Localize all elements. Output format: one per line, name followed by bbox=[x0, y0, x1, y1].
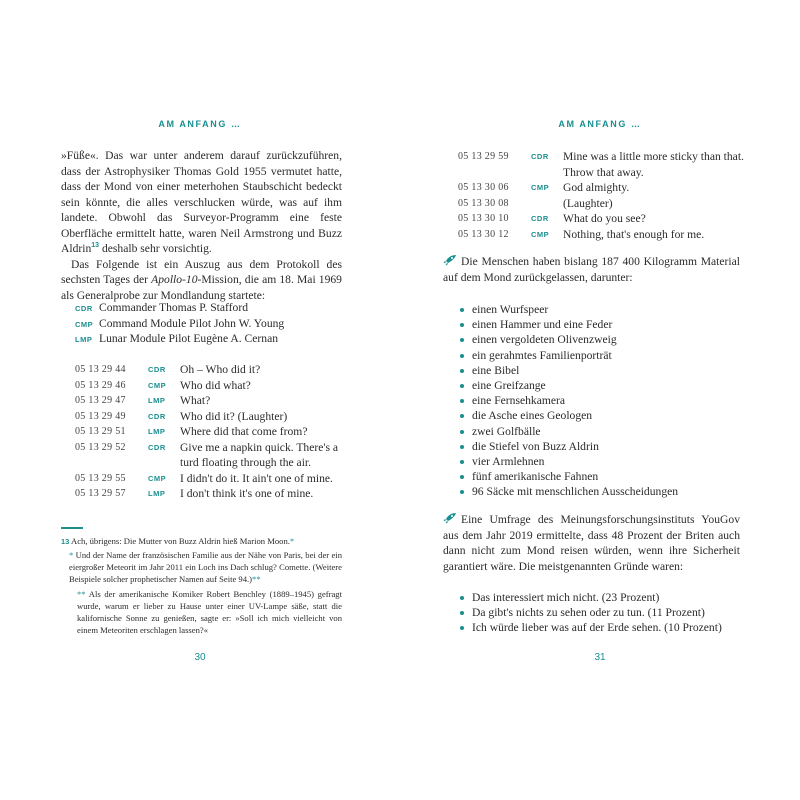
list-item: eine Fernsehkamera bbox=[458, 393, 748, 408]
utterance: I don't think it's one of mine. bbox=[180, 487, 314, 500]
crew-row bbox=[75, 316, 345, 332]
utterance: (Laughter) bbox=[563, 196, 613, 210]
role-tag: CMP bbox=[75, 319, 94, 329]
timestamp: 05 13 29 46 bbox=[75, 379, 126, 391]
speaker-tag: LMP bbox=[148, 396, 166, 405]
footnote-text: Und der Name der französischen Familie aus der Nähe von Paris, bei der ein eiergroßer Meteorit im Jahr 2011 ein Loch ins Dach schlug? Comette. (Weitere Beispiele solcher prophetischer Namen auf Seite 94.) bbox=[69, 550, 342, 584]
utterance: I didn't do it. It ain't one of mine. bbox=[180, 471, 333, 485]
timestamp: 05 13 30 08 bbox=[458, 197, 509, 209]
utterance: Who did what? bbox=[180, 378, 251, 392]
fact-paragraph bbox=[443, 512, 740, 574]
transcript-row bbox=[458, 227, 748, 243]
timestamp: 05 13 30 06 bbox=[458, 182, 509, 193]
paragraph bbox=[61, 148, 342, 257]
timestamp: 05 13 29 44 bbox=[75, 364, 126, 375]
speaker-tag: CDR bbox=[531, 152, 549, 161]
right-page bbox=[400, 0, 800, 800]
transcript bbox=[75, 362, 345, 502]
crew-name: Commander Thomas P. Stafford bbox=[99, 301, 248, 314]
footnote bbox=[61, 549, 342, 585]
fact-paragraph bbox=[443, 254, 740, 285]
footnote-ref[interactable]: * bbox=[289, 536, 295, 546]
transcript bbox=[458, 149, 748, 242]
items-list bbox=[458, 302, 748, 500]
timestamp: 05 13 29 57 bbox=[75, 488, 126, 499]
list-item: zwei Golfbälle bbox=[458, 424, 748, 439]
footnote bbox=[61, 535, 342, 548]
speaker-tag bbox=[531, 196, 563, 212]
list-item: 96 Säcke mit menschlichen Ausscheidungen bbox=[458, 484, 748, 499]
transcript-row bbox=[458, 196, 748, 212]
footnote-marker: * bbox=[69, 550, 74, 560]
list-item: ein gerahmtes Familienporträt bbox=[458, 348, 748, 363]
list-item: fünf amerikanische Fahnen bbox=[458, 469, 748, 484]
paragraph-text: »Füße«. Das war unter anderem darauf zurückzuführen, dass der Astrophysiker Thomas Gold 1955 vermutet hatte, dass der Mond von einer meterhohen Staubschicht bedeckt sein könnte, die alles verschlucken würde, was auf ihm landete. Obwohl das Surveyor-Programm eine feste Oberfläche ermittelt hatte, waren Neil Armstrong und Buzz Aldrin bbox=[61, 149, 342, 255]
crew-list bbox=[75, 300, 345, 347]
utterance: Nothing, that's enough for me. bbox=[563, 227, 705, 241]
speaker-tag: CDR bbox=[148, 411, 166, 421]
utterance: Who did it? (Laughter) bbox=[180, 409, 288, 423]
timestamp: 05 13 29 52 bbox=[75, 441, 126, 453]
speaker-tag: CMP bbox=[531, 183, 550, 192]
list-item: eine Bibel bbox=[458, 363, 748, 378]
paragraph-text: -Mission, die am 18. Mai 1969 als Generalprobe zur Mondlandung startete: bbox=[61, 273, 342, 302]
list-item: eine Greifzange bbox=[458, 378, 748, 393]
fact-text-wrapper bbox=[443, 254, 740, 285]
footnote-ref[interactable]: 13 bbox=[91, 242, 100, 250]
list-item: Das interessiert mich nicht. (23 Prozent) bbox=[458, 590, 748, 605]
utterance: Oh – Who did it? bbox=[180, 363, 261, 376]
timestamp: 05 13 29 59 bbox=[458, 151, 509, 162]
transcript-row bbox=[75, 362, 345, 378]
paragraph-text: Das Folgende ist ein Auszug aus dem Protokoll des sechsten Tages der bbox=[61, 257, 342, 286]
utterance: God almighty. bbox=[563, 181, 630, 194]
transcript-row bbox=[458, 180, 748, 196]
list-item: die Stiefel von Buzz Aldrin bbox=[458, 439, 748, 454]
list-item: einen Wurfspeer bbox=[458, 302, 748, 317]
crew-row bbox=[75, 331, 345, 347]
running-head: AM ANFANG … bbox=[158, 119, 242, 129]
footnote-text: Ach, übrigens: Die Mutter von Buzz Aldrin hieß Marion Moon. bbox=[69, 536, 290, 546]
footnote-divider bbox=[61, 527, 83, 529]
list-item: einen Hammer und eine Feder bbox=[458, 317, 748, 332]
list-item: Ich würde lieber was auf der Erde sehen. (10 Prozent) bbox=[458, 620, 748, 635]
transcript-row bbox=[458, 149, 748, 180]
speaker-tag: LMP bbox=[148, 489, 166, 498]
transcript-row bbox=[75, 393, 345, 409]
timestamp: 05 13 30 10 bbox=[458, 213, 509, 224]
footnote-ref[interactable]: ** bbox=[252, 574, 261, 584]
role-tag: CDR bbox=[75, 304, 93, 313]
utterance: What? bbox=[180, 394, 211, 407]
speaker-tag: LMP bbox=[148, 427, 166, 436]
body-text bbox=[61, 148, 342, 303]
utterance: Where did that come from? bbox=[180, 425, 308, 438]
crew-name: Command Module Pilot John W. Young bbox=[99, 316, 285, 330]
transcript-row bbox=[75, 424, 345, 440]
speaker-tag: CMP bbox=[148, 380, 167, 390]
speaker-tag: CMP bbox=[531, 229, 550, 239]
list-item: Da gibt's nichts zu sehen oder zu tun. (11 Prozent) bbox=[458, 605, 748, 620]
rocket-icon bbox=[443, 512, 457, 524]
utterance: Mine was a little more sticky than that. Throw that away. bbox=[563, 150, 744, 179]
page-number: 31 bbox=[594, 652, 606, 663]
footnote bbox=[61, 588, 342, 636]
mission-name: Apollo-10 bbox=[151, 273, 198, 286]
footnote-text: Als der amerikanische Komiker Robert Benchley (1889–1945) gefragt wurde, warum er lieber zu Hause unter einer UV-Lampe säße, statt die kalifornische Sonne zu genießen, sagte er: »Soll ich mich vielleicht von einem Meteoriten erschlagen lassen?« bbox=[77, 589, 342, 635]
utterance: What do you see? bbox=[563, 212, 646, 225]
fact-text: Die Menschen haben bislang 187 400 Kilogramm Material auf dem Mond zurückgelassen, darunter: bbox=[443, 255, 740, 284]
fact-text: Eine Umfrage des Meinungsforschungsinstituts YouGov aus dem Jahr 2019 ermittelte, dass 48 Prozent der Briten auch dann nicht zum Mond reisen würden, wenn ihre Sicherheit garantiert wäre. Die meistgenannten Gründe waren: bbox=[443, 513, 740, 573]
footnote-marker: 13 bbox=[61, 537, 70, 546]
speaker-tag: CMP bbox=[148, 473, 167, 483]
transcript-row bbox=[75, 440, 345, 471]
paragraph-text: deshalb sehr vorsichtig. bbox=[99, 242, 212, 255]
crew-name: Lunar Module Pilot Eugène A. Cernan bbox=[99, 332, 279, 345]
role-tag: LMP bbox=[75, 335, 93, 344]
utterance: Give me a napkin quick. There's a turd floating through the air. bbox=[180, 440, 339, 469]
list-item: einen vergoldeten Olivenzweig bbox=[458, 332, 748, 347]
speaker-tag: CDR bbox=[148, 442, 166, 452]
timestamp: 05 13 29 47 bbox=[75, 395, 126, 406]
timestamp: 05 13 29 55 bbox=[75, 472, 126, 484]
transcript-row bbox=[75, 409, 345, 425]
transcript-row bbox=[75, 486, 345, 502]
speaker-tag: CDR bbox=[531, 214, 549, 223]
reasons-list bbox=[458, 590, 748, 636]
paragraph bbox=[61, 257, 342, 304]
list-item: die Asche eines Geologen bbox=[458, 408, 748, 423]
timestamp: 05 13 29 51 bbox=[75, 426, 126, 437]
rocket-icon bbox=[443, 254, 457, 266]
speaker-tag: CDR bbox=[148, 365, 166, 374]
timestamp: 05 13 29 49 bbox=[75, 410, 126, 422]
transcript-row bbox=[75, 378, 345, 394]
crew-row bbox=[75, 300, 345, 316]
transcript-row bbox=[75, 471, 345, 487]
running-head: AM ANFANG … bbox=[558, 119, 642, 129]
footnote-marker: ** bbox=[77, 589, 86, 599]
page-number: 30 bbox=[194, 652, 206, 663]
timestamp: 05 13 30 12 bbox=[458, 228, 509, 240]
list-item: vier Armlehnen bbox=[458, 454, 748, 469]
fact-text-wrapper bbox=[443, 512, 740, 574]
transcript-row bbox=[458, 211, 748, 227]
